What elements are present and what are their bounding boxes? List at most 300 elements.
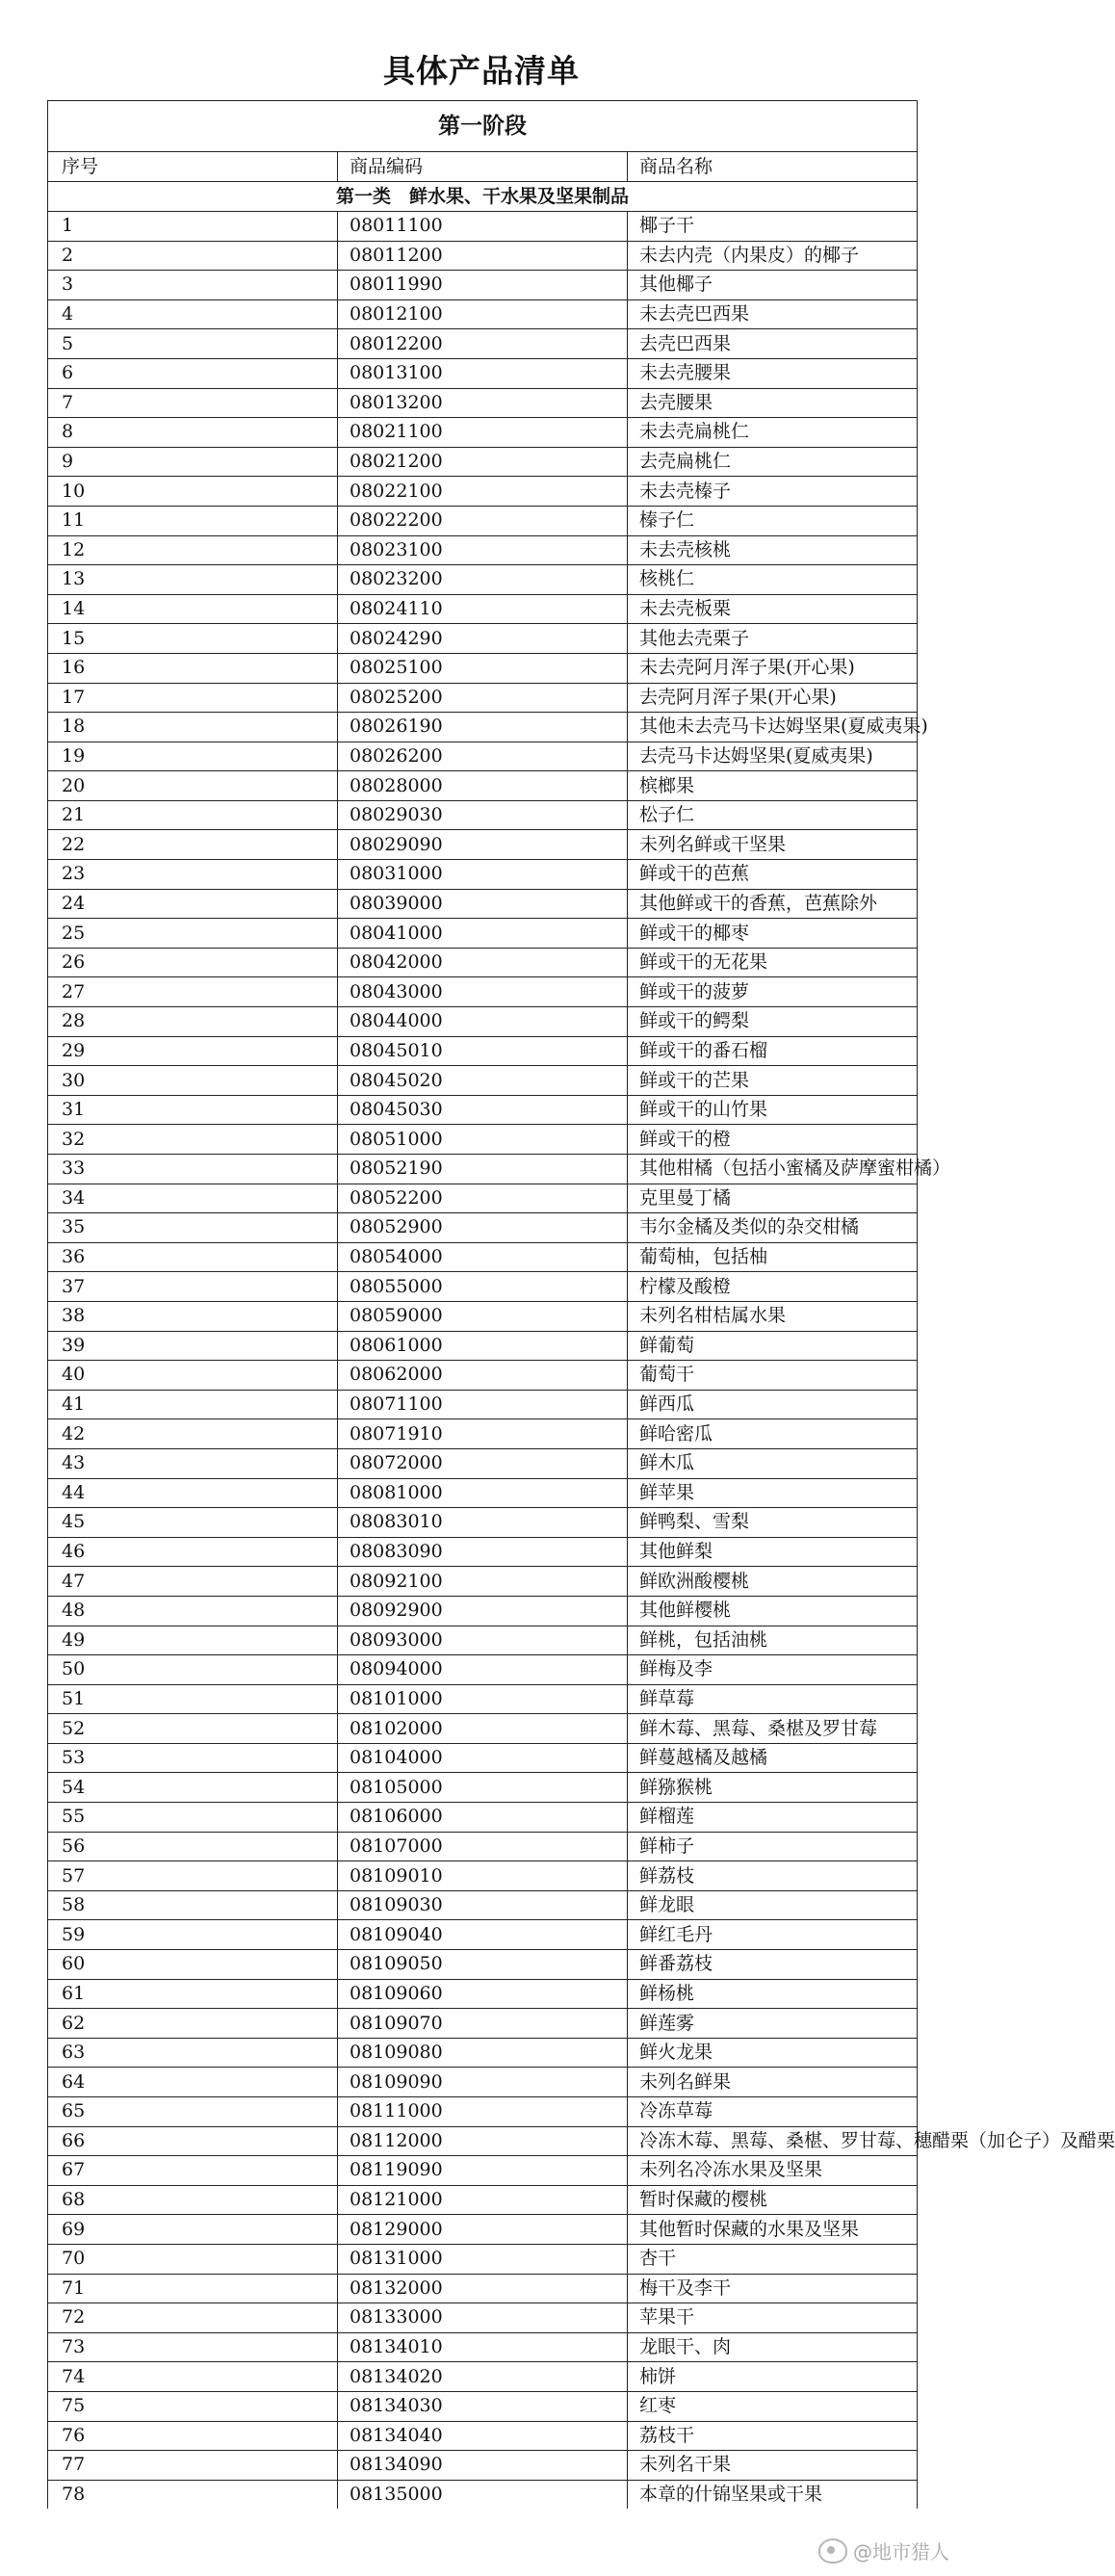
- row-index: 46: [48, 1537, 338, 1567]
- row-code: 08045030: [338, 1095, 628, 1125]
- row-name: 去壳阿月浑子果(开心果): [628, 683, 918, 713]
- row-name: 其他未去壳马卡达姆坚果(夏威夷果): [628, 713, 918, 742]
- row-code: 08022200: [338, 506, 628, 535]
- row-index: 54: [48, 1773, 338, 1803]
- table-row: [48, 358, 918, 388]
- table-row: [48, 2215, 918, 2245]
- row-index: 55: [48, 1803, 338, 1833]
- row-index: 12: [48, 535, 338, 565]
- row-index: 26: [48, 948, 338, 977]
- row-index: 63: [48, 2038, 338, 2068]
- watermark: [818, 2537, 949, 2564]
- table-row: [48, 1743, 918, 1773]
- table-row: [48, 2156, 918, 2186]
- table-row: [48, 506, 918, 535]
- row-name: 鲜哈密瓜: [628, 1419, 918, 1449]
- row-code: 08012100: [338, 299, 628, 329]
- table-row: [48, 329, 918, 359]
- row-index: 24: [48, 889, 338, 919]
- table-row: [48, 1684, 918, 1714]
- row-code: 08102000: [338, 1714, 628, 1744]
- row-index: 6: [48, 358, 338, 388]
- row-code: 08025200: [338, 683, 628, 713]
- row-index: 23: [48, 860, 338, 890]
- row-index: 45: [48, 1508, 338, 1538]
- table-row: [48, 1979, 918, 2009]
- table-row: [48, 1213, 918, 1243]
- row-index: 10: [48, 477, 338, 507]
- row-code: 08092100: [338, 1567, 628, 1597]
- row-code: 08044000: [338, 1007, 628, 1037]
- row-code: 08052190: [338, 1155, 628, 1184]
- row-index: 74: [48, 2362, 338, 2392]
- row-index: 50: [48, 1655, 338, 1685]
- table-row: [48, 1007, 918, 1037]
- row-name: 鲜或干的番石榴: [628, 1036, 918, 1066]
- table-row: [48, 624, 918, 654]
- row-index: 41: [48, 1390, 338, 1419]
- row-code: 08029090: [338, 830, 628, 860]
- row-index: 25: [48, 919, 338, 949]
- row-index: 4: [48, 299, 338, 329]
- row-name: 未去壳板栗: [628, 594, 918, 624]
- table-row: [48, 1861, 918, 1891]
- row-name: 鲜莲雾: [628, 2009, 918, 2039]
- row-code: 08134020: [338, 2362, 628, 2392]
- row-name: 鲜红毛丹: [628, 1920, 918, 1950]
- row-code: 08104000: [338, 1743, 628, 1773]
- row-code: 08021200: [338, 447, 628, 477]
- row-name: 榛子仁: [628, 506, 918, 535]
- row-code: 08039000: [338, 889, 628, 919]
- row-name: 未去壳核桃: [628, 535, 918, 565]
- table-row: [48, 2480, 918, 2509]
- table-row: [48, 2126, 918, 2156]
- table-row: [48, 977, 918, 1007]
- table-row: [48, 2009, 918, 2039]
- row-index: 22: [48, 830, 338, 860]
- row-index: 30: [48, 1066, 338, 1096]
- row-name: 其他鲜梨: [628, 1537, 918, 1567]
- row-name: 鲜荔枝: [628, 1861, 918, 1891]
- row-name: 鲜龙眼: [628, 1890, 918, 1920]
- header-row: [48, 152, 918, 182]
- row-index: 32: [48, 1125, 338, 1155]
- row-index: 60: [48, 1950, 338, 1980]
- row-index: 77: [48, 2451, 338, 2481]
- row-name: 葡萄干: [628, 1361, 918, 1391]
- row-code: 08134010: [338, 2332, 628, 2362]
- row-index: 51: [48, 1684, 338, 1714]
- table-row: [48, 860, 918, 890]
- row-code: 08011100: [338, 212, 628, 242]
- row-code: 08042000: [338, 948, 628, 977]
- row-name: 葡萄柚，包括柚: [628, 1242, 918, 1272]
- row-code: 08055000: [338, 1272, 628, 1302]
- table-row: [48, 2097, 918, 2127]
- row-name: 鲜或干的芭蕉: [628, 860, 918, 890]
- row-name: 去壳巴西果: [628, 329, 918, 359]
- row-name: 鲜柿子: [628, 1832, 918, 1861]
- row-code: 08028000: [338, 771, 628, 801]
- row-code: 08011990: [338, 271, 628, 300]
- row-name: 未去壳榛子: [628, 477, 918, 507]
- row-code: 08134030: [338, 2391, 628, 2421]
- row-name: 鲜或干的鳄梨: [628, 1007, 918, 1037]
- row-name: 荔枝干: [628, 2421, 918, 2451]
- table-row: [48, 1950, 918, 1980]
- row-index: 11: [48, 506, 338, 535]
- table-row: [48, 299, 918, 329]
- row-index: 8: [48, 418, 338, 448]
- table-row: [48, 919, 918, 949]
- row-name: 未去壳扁桃仁: [628, 418, 918, 448]
- row-code: 08026200: [338, 742, 628, 771]
- row-code: 08109070: [338, 2009, 628, 2039]
- table-row: [48, 1242, 918, 1272]
- row-index: 57: [48, 1861, 338, 1891]
- table-row: [48, 212, 918, 242]
- row-index: 3: [48, 271, 338, 300]
- row-code: 08013100: [338, 358, 628, 388]
- table-row: [48, 1832, 918, 1861]
- row-index: 19: [48, 742, 338, 771]
- table-row: [48, 713, 918, 742]
- row-index: 7: [48, 388, 338, 418]
- row-index: 37: [48, 1272, 338, 1302]
- row-name: 鲜草莓: [628, 1684, 918, 1714]
- row-index: 28: [48, 1007, 338, 1037]
- table-row: [48, 1272, 918, 1302]
- row-code: 08052200: [338, 1184, 628, 1213]
- table-row: [48, 447, 918, 477]
- watermark-text: @地市猎人: [853, 2540, 949, 2563]
- row-name: 未去壳阿月浑子果(开心果): [628, 653, 918, 683]
- table-row: [48, 1036, 918, 1066]
- row-code: 08061000: [338, 1331, 628, 1361]
- row-code: 08025100: [338, 653, 628, 683]
- row-index: 58: [48, 1890, 338, 1920]
- row-code: 08013200: [338, 388, 628, 418]
- row-index: 20: [48, 771, 338, 801]
- row-index: 36: [48, 1242, 338, 1272]
- row-name: 未去壳腰果: [628, 358, 918, 388]
- row-index: 65: [48, 2097, 338, 2127]
- row-name: 未列名鲜或干坚果: [628, 830, 918, 860]
- table-row: [48, 800, 918, 830]
- table-row: [48, 1537, 918, 1567]
- table-row: [48, 1655, 918, 1685]
- row-name: 鲜葡萄: [628, 1331, 918, 1361]
- row-code: 08012200: [338, 329, 628, 359]
- row-index: 18: [48, 713, 338, 742]
- row-code: 08029030: [338, 800, 628, 830]
- row-code: 08045010: [338, 1036, 628, 1066]
- row-code: 08119090: [338, 2156, 628, 2186]
- table-row: [48, 1773, 918, 1803]
- row-code: 08022100: [338, 477, 628, 507]
- row-name: 未列名干果: [628, 2451, 918, 2481]
- row-name: 苹果干: [628, 2303, 918, 2333]
- product-table: [47, 100, 1115, 2509]
- row-code: 08131000: [338, 2244, 628, 2274]
- row-code: 08051000: [338, 1125, 628, 1155]
- row-index: 47: [48, 1567, 338, 1597]
- row-code: 08134040: [338, 2421, 628, 2451]
- row-index: 56: [48, 1832, 338, 1861]
- table-row: [48, 2244, 918, 2274]
- row-code: 08107000: [338, 1832, 628, 1861]
- table-row: [48, 2038, 918, 2068]
- row-code: 08023200: [338, 565, 628, 595]
- table-row: [48, 1390, 918, 1419]
- row-code: 08129000: [338, 2215, 628, 2245]
- table-row: [48, 1095, 918, 1125]
- row-name: 未列名柑桔属水果: [628, 1301, 918, 1331]
- table-row: [48, 418, 918, 448]
- row-name: 鲜或干的无花果: [628, 948, 918, 977]
- header-name: 商品名称: [628, 152, 918, 182]
- row-name: 其他暂时保藏的水果及坚果: [628, 2215, 918, 2245]
- row-name: 柠檬及酸橙: [628, 1272, 918, 1302]
- row-index: 49: [48, 1626, 338, 1655]
- row-code: 08109040: [338, 1920, 628, 1950]
- row-index: 66: [48, 2126, 338, 2156]
- table-row: [48, 742, 918, 771]
- row-index: 33: [48, 1155, 338, 1184]
- row-code: 08133000: [338, 2303, 628, 2333]
- row-code: 08021100: [338, 418, 628, 448]
- row-code: 08071100: [338, 1390, 628, 1419]
- row-index: 21: [48, 800, 338, 830]
- row-code: 08135000: [338, 2480, 628, 2509]
- row-index: 70: [48, 2244, 338, 2274]
- row-index: 29: [48, 1036, 338, 1066]
- row-index: 72: [48, 2303, 338, 2333]
- row-name: 鲜欧洲酸樱桃: [628, 1567, 918, 1597]
- table-row: [48, 565, 918, 595]
- row-code: 08121000: [338, 2185, 628, 2215]
- row-name: 鲜火龙果: [628, 2038, 918, 2068]
- row-name: 克里曼丁橘: [628, 1184, 918, 1213]
- row-name: 鲜蔓越橘及越橘: [628, 1743, 918, 1773]
- table-row: [48, 388, 918, 418]
- row-code: 08101000: [338, 1684, 628, 1714]
- table-row: [48, 1419, 918, 1449]
- row-index: 14: [48, 594, 338, 624]
- table-row: [48, 2451, 918, 2481]
- table-row: [48, 1125, 918, 1155]
- row-index: 43: [48, 1448, 338, 1478]
- row-index: 2: [48, 241, 338, 271]
- row-name: 其他椰子: [628, 271, 918, 300]
- row-index: 16: [48, 653, 338, 683]
- row-name: 其他鲜樱桃: [628, 1596, 918, 1626]
- row-name: 椰子干: [628, 212, 918, 242]
- row-index: 71: [48, 2274, 338, 2303]
- row-name: 未去内壳（内果皮）的椰子: [628, 241, 918, 271]
- table-row: [48, 1567, 918, 1597]
- row-name: 其他去壳栗子: [628, 624, 918, 654]
- row-index: 61: [48, 1979, 338, 2009]
- row-index: 9: [48, 447, 338, 477]
- table-row: [48, 2274, 918, 2303]
- row-code: 08024290: [338, 624, 628, 654]
- row-index: 52: [48, 1714, 338, 1744]
- table-row: [48, 594, 918, 624]
- row-name: 核桃仁: [628, 565, 918, 595]
- row-code: 08041000: [338, 919, 628, 949]
- row-index: 62: [48, 2009, 338, 2039]
- row-name: 鲜或干的山竹果: [628, 1095, 918, 1125]
- row-code: 08011200: [338, 241, 628, 271]
- row-index: 44: [48, 1478, 338, 1508]
- row-index: 35: [48, 1213, 338, 1243]
- row-code: 08109080: [338, 2038, 628, 2068]
- row-name: 韦尔金橘及类似的杂交柑橘: [628, 1213, 918, 1243]
- table-row: [48, 535, 918, 565]
- row-index: 42: [48, 1419, 338, 1449]
- row-name: 鲜或干的橙: [628, 1125, 918, 1155]
- row-index: 73: [48, 2332, 338, 2362]
- table-row: [48, 1478, 918, 1508]
- row-index: 39: [48, 1331, 338, 1361]
- row-index: 69: [48, 2215, 338, 2245]
- row-name: 暂时保藏的樱桃: [628, 2185, 918, 2215]
- table-row: [48, 1920, 918, 1950]
- row-code: 08043000: [338, 977, 628, 1007]
- row-code: 08062000: [338, 1361, 628, 1391]
- table-row: [48, 889, 918, 919]
- row-name: 去壳马卡达姆坚果(夏威夷果): [628, 742, 918, 771]
- row-code: 08094000: [338, 1655, 628, 1685]
- row-code: 08072000: [338, 1448, 628, 1478]
- row-name: 冷冻木莓、黑莓、桑椹、罗甘莓、穗醋栗（加仑子）及醋栗: [628, 2126, 918, 2156]
- row-name: 鲜鸭梨、雪梨: [628, 1508, 918, 1538]
- stage-label: 第一阶段: [48, 101, 918, 152]
- table-row: [48, 477, 918, 507]
- table-row: [48, 653, 918, 683]
- row-code: 08105000: [338, 1773, 628, 1803]
- row-name: 鲜或干的椰枣: [628, 919, 918, 949]
- row-index: 17: [48, 683, 338, 713]
- row-code: 08093000: [338, 1626, 628, 1655]
- table-row: [48, 1890, 918, 1920]
- row-name: 鲜木莓、黑莓、桑椹及罗甘莓: [628, 1714, 918, 1744]
- row-index: 15: [48, 624, 338, 654]
- row-index: 5: [48, 329, 338, 359]
- row-index: 40: [48, 1361, 338, 1391]
- row-name: 鲜榴莲: [628, 1803, 918, 1833]
- row-name: 鲜或干的菠萝: [628, 977, 918, 1007]
- row-code: 08109050: [338, 1950, 628, 1980]
- table-row: [48, 830, 918, 860]
- row-index: 53: [48, 1743, 338, 1773]
- table-row: [48, 1331, 918, 1361]
- table-row: [48, 1184, 918, 1213]
- row-code: 08081000: [338, 1478, 628, 1508]
- table-row: [48, 1066, 918, 1096]
- table-row: [48, 1361, 918, 1391]
- row-index: 27: [48, 977, 338, 1007]
- row-code: 08111000: [338, 2097, 628, 2127]
- row-code: 08132000: [338, 2274, 628, 2303]
- row-code: 08109010: [338, 1861, 628, 1891]
- weibo-icon: [818, 2538, 847, 2563]
- row-name: 鲜番荔枝: [628, 1950, 918, 1980]
- row-index: 75: [48, 2391, 338, 2421]
- table-row: [48, 2362, 918, 2392]
- row-index: 1: [48, 212, 338, 242]
- row-name: 鲜桃，包括油桃: [628, 1626, 918, 1655]
- table-row: [48, 2421, 918, 2451]
- row-name: 其他柑橘（包括小蜜橘及萨摩蜜柑橘）: [628, 1155, 918, 1184]
- table-row: [48, 1448, 918, 1478]
- table-row: [48, 1803, 918, 1833]
- row-code: 08109090: [338, 2068, 628, 2097]
- row-name: 鲜梅及李: [628, 1655, 918, 1685]
- table-row: [48, 1714, 918, 1744]
- table-row: [48, 2185, 918, 2215]
- table-row: [48, 2303, 918, 2333]
- row-name: 鲜西瓜: [628, 1390, 918, 1419]
- row-code: 08023100: [338, 535, 628, 565]
- row-index: 38: [48, 1301, 338, 1331]
- row-code: 08109030: [338, 1890, 628, 1920]
- row-name: 槟榔果: [628, 771, 918, 801]
- table-row: [48, 1596, 918, 1626]
- category-row: [48, 182, 918, 212]
- row-index: 13: [48, 565, 338, 595]
- header-code: 商品编码: [338, 152, 628, 182]
- row-name: 本章的什锦坚果或干果: [628, 2480, 918, 2509]
- row-index: 64: [48, 2068, 338, 2097]
- table-row: [48, 1626, 918, 1655]
- row-name: 其他鲜或干的香蕉，芭蕉除外: [628, 889, 918, 919]
- row-index: 59: [48, 1920, 338, 1950]
- row-name: 鲜木瓜: [628, 1448, 918, 1478]
- row-name: 柿饼: [628, 2362, 918, 2392]
- table-row: [48, 1301, 918, 1331]
- row-name: 鲜或干的芒果: [628, 1066, 918, 1096]
- row-index: 67: [48, 2156, 338, 2186]
- row-index: 68: [48, 2185, 338, 2215]
- row-code: 08071910: [338, 1419, 628, 1449]
- row-name: 去壳扁桃仁: [628, 447, 918, 477]
- row-code: 08112000: [338, 2126, 628, 2156]
- row-index: 48: [48, 1596, 338, 1626]
- row-index: 78: [48, 2480, 338, 2509]
- table-row: [48, 771, 918, 801]
- row-code: 08059000: [338, 1301, 628, 1331]
- row-code: 08026190: [338, 713, 628, 742]
- row-code: 08045020: [338, 1066, 628, 1096]
- row-code: 08134090: [338, 2451, 628, 2481]
- page-title: 具体产品清单: [383, 52, 580, 90]
- row-name: 松子仁: [628, 800, 918, 830]
- row-code: 08024110: [338, 594, 628, 624]
- row-index: 34: [48, 1184, 338, 1213]
- row-name: 梅干及李干: [628, 2274, 918, 2303]
- row-code: 08052900: [338, 1213, 628, 1243]
- table-row: [48, 2332, 918, 2362]
- row-name: 鲜猕猴桃: [628, 1773, 918, 1803]
- row-name: 冷冻草莓: [628, 2097, 918, 2127]
- stage-row: [48, 101, 918, 152]
- row-code: 08031000: [338, 860, 628, 890]
- row-code: 08092900: [338, 1596, 628, 1626]
- table-row: [48, 683, 918, 713]
